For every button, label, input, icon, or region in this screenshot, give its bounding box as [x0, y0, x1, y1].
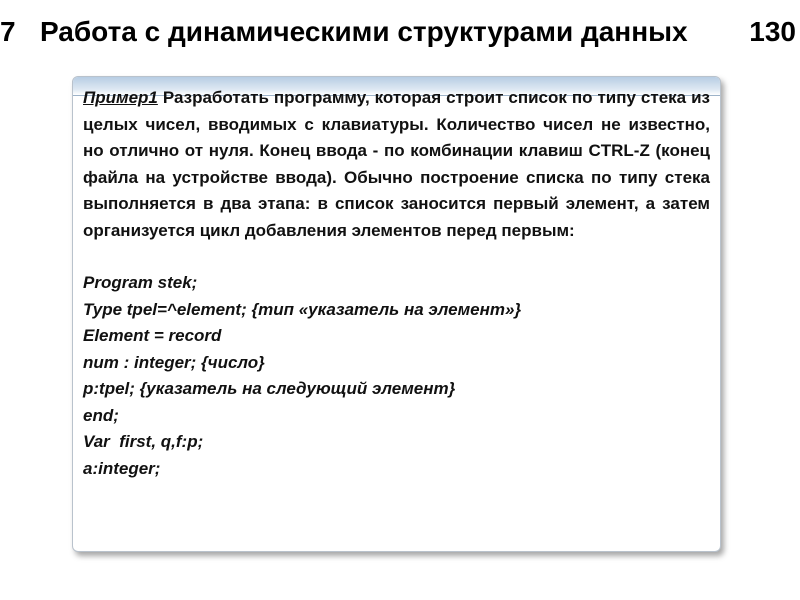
content-card — [72, 76, 721, 552]
page-title: Работа с динамическими структурами данных — [40, 16, 688, 47]
code-line: p:tpel; {указатель на следующий элемент} — [83, 379, 456, 398]
code-line: Var first, q,f:p; — [83, 432, 204, 451]
example-paragraph — [83, 85, 710, 244]
code-line: Element = record — [83, 326, 222, 345]
code-line: end; — [83, 405, 119, 425]
chapter-number: 7 — [0, 16, 16, 47]
code-line: num : integer; {число} — [83, 352, 265, 372]
code-line: Program stek; — [83, 273, 198, 292]
page-number: 130 — [749, 16, 796, 47]
card-body — [83, 85, 710, 482]
code-block — [83, 270, 710, 482]
example-description: Разработать программу, которая строит список по типу стека из целых чисел, вводимых с клавиатуры. Количество чисел не известно, но отлично от нуля. Конец ввода - по комбинации клавиш CTRL-Z (конец файла на устройстве ввода). Обычно построение списка по типу стека выполняется в два этапа: в список заносится первый элемент, а затем организуется цикл добавления элементов перед первым: — [83, 88, 710, 240]
code-line: Type tpel=^element; {тип «указатель на элемент»} — [83, 299, 522, 319]
page-header — [0, 10, 800, 54]
example-label: Пример1 — [83, 88, 158, 107]
code-line: a:integer; — [83, 458, 161, 478]
